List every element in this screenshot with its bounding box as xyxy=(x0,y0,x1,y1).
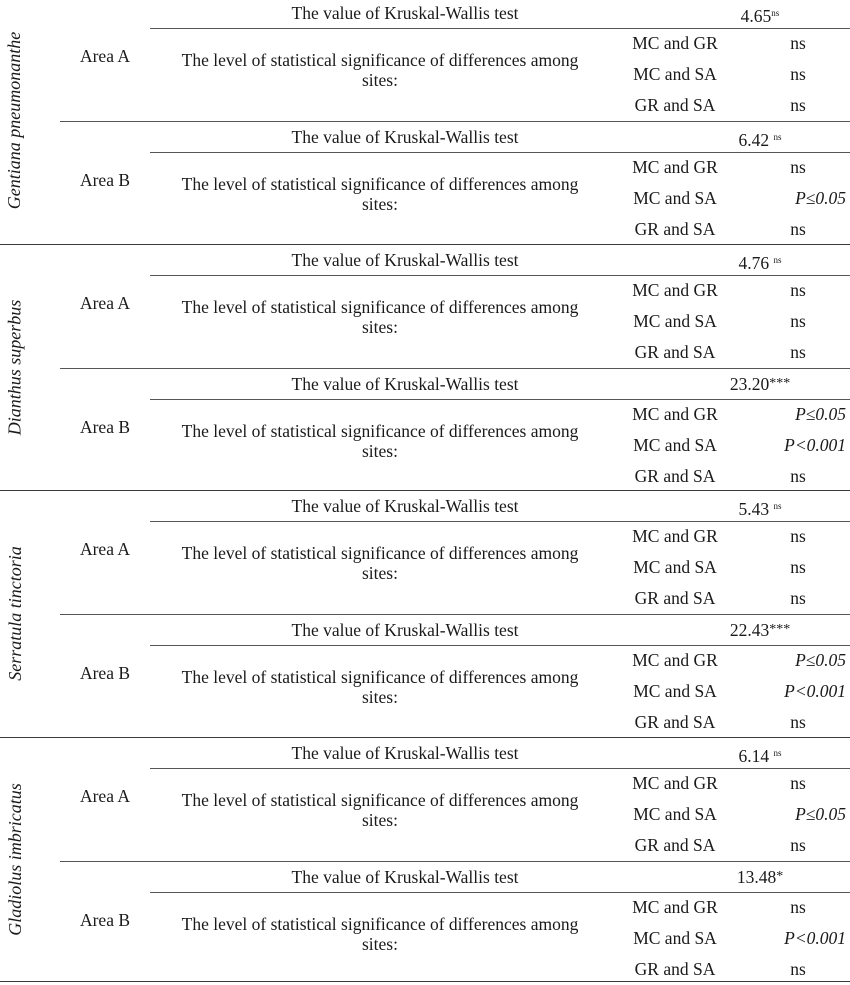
kruskal-wallis-number: 6.14 xyxy=(738,745,770,766)
comparison-row xyxy=(600,830,850,861)
comparison-pair: MC and GR xyxy=(632,279,718,300)
kruskal-wallis-label: The value of Kruskal-Wallis test xyxy=(291,127,519,147)
area-block xyxy=(60,614,850,738)
comparison-row xyxy=(600,799,850,830)
area-block xyxy=(60,245,850,368)
comparison-significance: P<0.001 xyxy=(784,681,846,701)
species-name xyxy=(0,491,30,737)
comparison-pair: MC and SA xyxy=(633,803,717,824)
significance-label: The level of statistical significance of differences among sites: xyxy=(181,789,579,830)
comparison-significance: ns xyxy=(790,157,806,177)
comparison-significance: ns xyxy=(790,896,806,917)
species-name xyxy=(0,738,30,982)
comparison-significance: P≤0.05 xyxy=(795,188,846,208)
comparison-row xyxy=(600,583,850,614)
comparison-pair: MC and GR xyxy=(632,650,718,670)
comparison-pair: MC and GR xyxy=(632,33,718,53)
comparison-pair: MC and SA xyxy=(633,188,717,208)
kruskal-wallis-number: 13.48 xyxy=(736,866,777,887)
comparison-pair: GR and SA xyxy=(634,712,716,732)
kruskal-wallis-label: The value of Kruskal-Wallis test xyxy=(291,373,519,394)
comparison-pair: MC and SA xyxy=(633,434,717,455)
comparison-row xyxy=(600,337,850,368)
comparison-row xyxy=(600,461,850,492)
comparison-significance: ns xyxy=(790,712,806,732)
comparison-row xyxy=(600,214,850,245)
kruskal-wallis-row xyxy=(150,122,850,153)
comparison-row xyxy=(600,645,850,676)
area-block xyxy=(60,0,850,121)
comparison-significance: P<0.001 xyxy=(784,927,846,948)
species-block xyxy=(0,0,850,245)
significance-mark: ns xyxy=(773,501,782,511)
comparison-pair: MC and GR xyxy=(632,526,718,546)
comparison-pair: GR and SA xyxy=(634,465,716,486)
area-block xyxy=(60,861,850,985)
comparison-row xyxy=(600,275,850,306)
significance-label: The level of statistical significance of differences among sites: xyxy=(181,667,579,707)
kruskal-wallis-label: The value of Kruskal-Wallis test xyxy=(291,742,519,763)
comparison-pair: MC and SA xyxy=(633,310,717,331)
comparison-significance: P≤0.05 xyxy=(795,650,846,670)
comparison-significance: ns xyxy=(790,310,806,331)
comparison-pair: GR and SA xyxy=(634,219,716,239)
significance-mark: * xyxy=(776,868,784,884)
comparison-significance: ns xyxy=(790,526,806,546)
area-label-text: Area A xyxy=(79,539,131,559)
kruskal-wallis-label: The value of Kruskal-Wallis test xyxy=(291,249,519,270)
comparison-row xyxy=(600,28,850,59)
comparison-row xyxy=(600,552,850,583)
comparison-significance: ns xyxy=(790,958,806,979)
comparison-row xyxy=(600,892,850,923)
comparison-significance: ns xyxy=(790,64,806,84)
comparison-significance: ns xyxy=(790,834,806,855)
comparison-significance: P<0.001 xyxy=(784,434,846,455)
kruskal-wallis-value xyxy=(680,862,840,892)
kruskal-wallis-value xyxy=(680,369,840,399)
comparison-pair: MC and SA xyxy=(633,927,717,948)
comparison-pair: MC and SA xyxy=(633,557,717,577)
area-label-text: Area B xyxy=(79,170,131,190)
kruskal-wallis-row xyxy=(150,738,850,769)
kruskal-wallis-value xyxy=(680,245,840,275)
comparison-row xyxy=(600,152,850,183)
comparison-row xyxy=(600,923,850,954)
comparison-significance: ns xyxy=(790,588,806,608)
significance-label: The level of statistical significance of differences among sites: xyxy=(181,543,579,583)
species-name-text: Serratula tinctoria xyxy=(4,546,25,681)
significance-mark: ns xyxy=(773,132,782,142)
kruskal-wallis-row xyxy=(150,862,850,893)
comparison-significance: ns xyxy=(790,557,806,577)
comparison-row xyxy=(600,399,850,430)
comparison-significance: ns xyxy=(790,465,806,486)
species-block xyxy=(0,491,850,738)
area-label-text: Area A xyxy=(79,292,131,313)
area-block xyxy=(60,738,850,861)
significance-label: The level of statistical significance of differences among sites: xyxy=(181,296,579,337)
comparison-significance: P≤0.05 xyxy=(795,403,846,424)
kruskal-wallis-label: The value of Kruskal-Wallis test xyxy=(291,620,519,640)
comparison-row xyxy=(600,430,850,461)
comparison-row xyxy=(600,676,850,707)
comparison-row xyxy=(600,707,850,738)
species-name-text: Gladiolus imbricatus xyxy=(4,782,25,936)
comparison-pair: MC and GR xyxy=(632,896,718,917)
kruskal-wallis-number: 4.76 xyxy=(738,252,770,273)
area-label-text: Area A xyxy=(79,46,131,66)
species-block xyxy=(0,738,850,983)
significance-label: The level of statistical significance of differences among sites: xyxy=(181,50,579,90)
comparison-significance: P≤0.05 xyxy=(795,803,846,824)
comparison-significance: ns xyxy=(790,95,806,115)
kruskal-wallis-row xyxy=(150,615,850,646)
species-name xyxy=(0,0,30,244)
kruskal-wallis-number: 23.20 xyxy=(729,373,770,394)
comparison-row xyxy=(600,768,850,799)
significance-mark: *** xyxy=(769,375,791,391)
area-block xyxy=(60,121,850,245)
comparison-pair: MC and SA xyxy=(633,64,717,84)
comparison-pair: GR and SA xyxy=(634,341,716,362)
comparison-row xyxy=(600,954,850,985)
kruskal-wallis-number: 5.43 xyxy=(738,499,770,519)
comparison-row xyxy=(600,90,850,121)
kruskal-wallis-row xyxy=(150,491,850,522)
comparison-pair: MC and SA xyxy=(633,681,717,701)
comparison-pair: GR and SA xyxy=(634,834,716,855)
kruskal-wallis-row xyxy=(150,245,850,276)
comparison-pair: GR and SA xyxy=(634,588,716,608)
comparison-pair: MC and GR xyxy=(632,157,718,177)
comparison-significance: ns xyxy=(790,279,806,300)
area-label-text: Area A xyxy=(79,785,131,806)
kruskal-wallis-number: 22.43 xyxy=(729,620,770,640)
significance-mark: ns xyxy=(773,254,782,265)
area-label-text: Area B xyxy=(79,663,131,683)
kruskal-wallis-number: 4.65 xyxy=(740,6,772,26)
comparison-row xyxy=(600,521,850,552)
species-name xyxy=(0,245,30,491)
kruskal-wallis-value xyxy=(680,0,840,28)
comparison-significance: ns xyxy=(790,772,806,793)
kruskal-wallis-row xyxy=(150,0,850,29)
kruskal-wallis-value xyxy=(680,738,840,768)
species-name-text: Gentiana pneumonanthe xyxy=(4,32,25,210)
comparison-significance: ns xyxy=(790,33,806,53)
comparison-row xyxy=(600,183,850,214)
comparison-pair: MC and GR xyxy=(632,772,718,793)
significance-label: The level of statistical significance of differences among sites: xyxy=(181,174,579,214)
kruskal-wallis-label: The value of Kruskal-Wallis test xyxy=(291,866,519,887)
kruskal-wallis-value xyxy=(680,491,840,521)
kruskal-wallis-number: 6.42 xyxy=(738,130,770,150)
species-name-text: Dianthus superbus xyxy=(4,299,25,436)
comparison-row xyxy=(600,59,850,90)
kruskal-wallis-label: The value of Kruskal-Wallis test xyxy=(291,3,519,23)
area-block xyxy=(60,491,850,614)
area-block xyxy=(60,368,850,492)
kruskal-wallis-label: The value of Kruskal-Wallis test xyxy=(291,496,519,516)
comparison-significance: ns xyxy=(790,219,806,239)
species-block xyxy=(0,245,850,492)
comparison-significance: ns xyxy=(790,341,806,362)
area-label-text: Area B xyxy=(79,416,131,437)
significance-mark: *** xyxy=(769,622,791,637)
significance-label: The level of statistical significance of differences among sites: xyxy=(181,913,579,954)
area-label-text: Area B xyxy=(79,909,131,930)
comparison-pair: GR and SA xyxy=(634,95,716,115)
kruskal-wallis-value xyxy=(680,122,840,152)
comparison-pair: MC and GR xyxy=(632,403,718,424)
significance-label: The level of statistical significance of differences among sites: xyxy=(181,420,579,461)
significance-mark: ns xyxy=(773,747,782,758)
comparison-pair: GR and SA xyxy=(634,958,716,979)
kruskal-wallis-row xyxy=(150,369,850,400)
comparison-row xyxy=(600,306,850,337)
kruskal-wallis-value xyxy=(680,615,840,645)
significance-mark: ns xyxy=(771,8,780,18)
